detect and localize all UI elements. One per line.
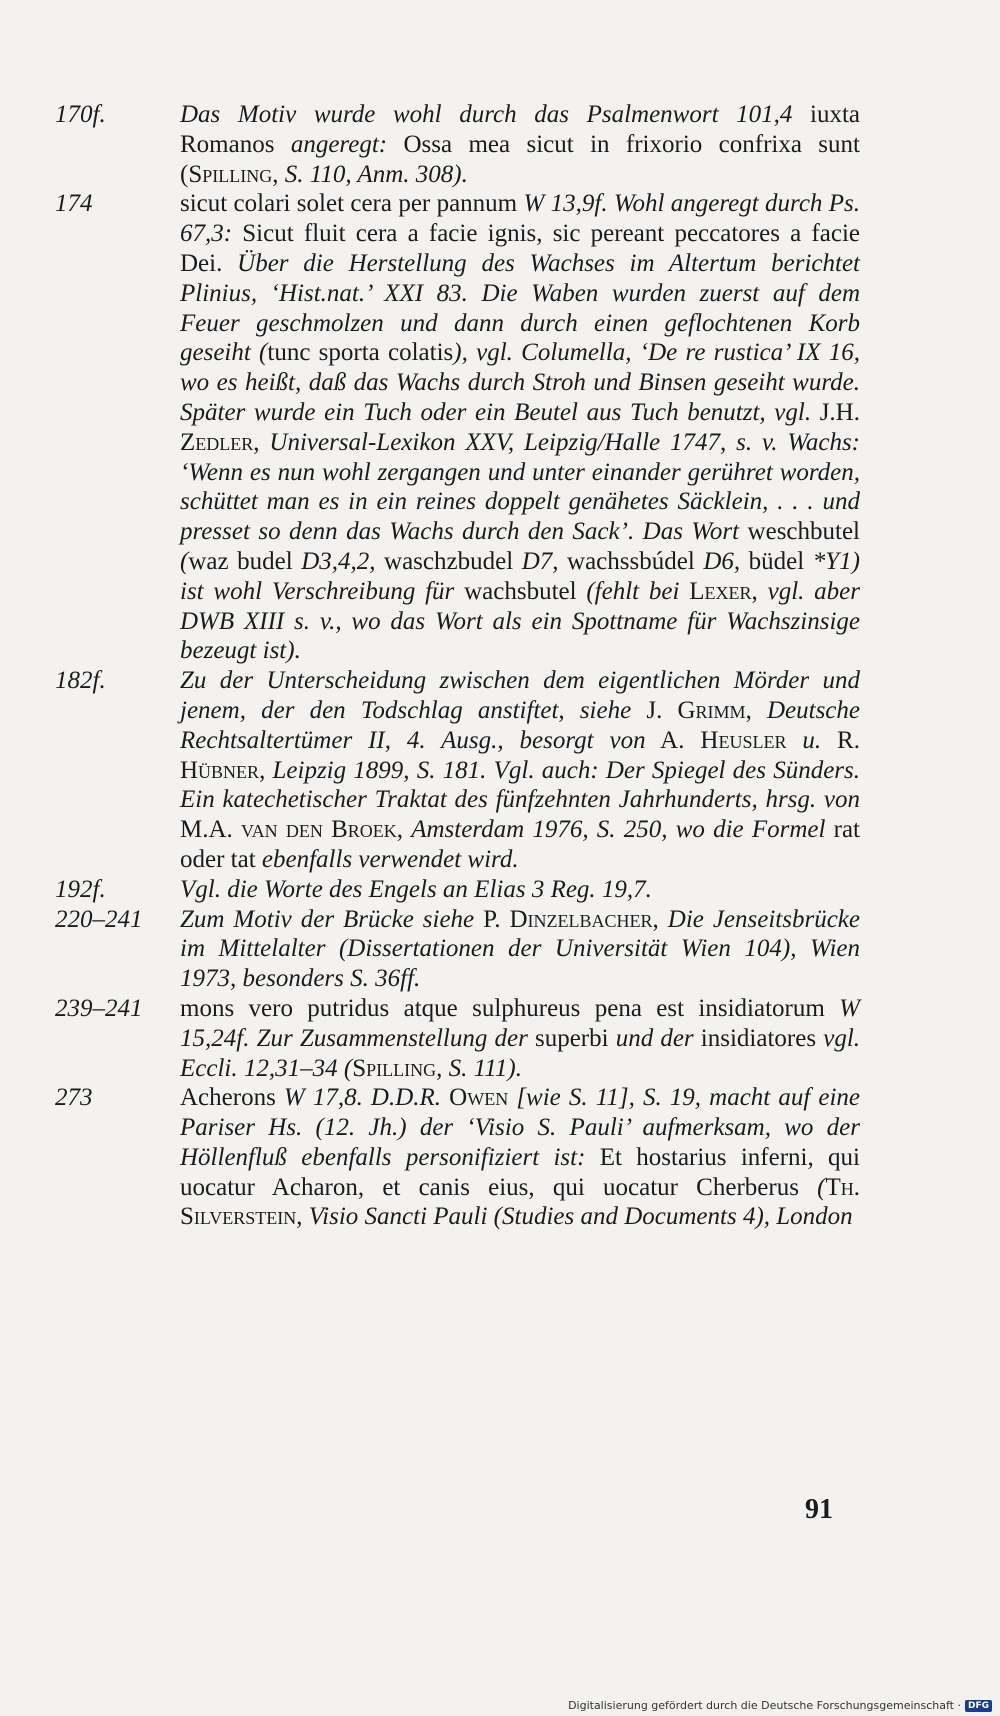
note-segment: ebenfalls verwendet wird. xyxy=(261,845,519,873)
note-segment: u. xyxy=(802,726,822,754)
note-segment: Et hostarius inferni, qui uocatur Acharon, et canis eius, qui uocatur Cherberus xyxy=(180,1143,860,1201)
author-name: van den Broek xyxy=(241,816,397,844)
dfg-logo: DFG xyxy=(965,1700,992,1712)
footer-text: Digitalisierung gefördert durch die Deutsche Forschungsgemeinschaft · xyxy=(568,1699,961,1712)
note-segment: ( xyxy=(817,1173,826,1201)
note-segment: vgl. Eccli. 12,31–34 ( xyxy=(180,1024,861,1082)
author-name: Th. Silverstein xyxy=(180,1173,860,1231)
note-entry xyxy=(55,994,860,1083)
line-reference: 220–241 xyxy=(55,905,143,933)
note-text xyxy=(180,905,860,994)
note-segment: ( xyxy=(180,547,189,575)
note-entry xyxy=(55,905,860,994)
note-segment: Amsterdam 1976, S. 250, wo die Formel xyxy=(411,816,826,844)
line-reference: 239–241 xyxy=(55,994,143,1022)
line-reference: 174 xyxy=(55,190,93,218)
note-text xyxy=(180,994,860,1083)
note-segment xyxy=(679,578,689,605)
author-name: Heusler xyxy=(700,726,787,754)
note-segment: J.H. xyxy=(811,398,860,426)
author-name: Spilling xyxy=(188,160,273,188)
note-segment: J. xyxy=(631,696,678,724)
note-segment: D7, xyxy=(521,547,559,575)
note-segment: ), vgl. Columella, ‘De re rustica’ IX 16, wo es heißt, daß das Wachs durch Stroh und Binsen geseiht wurde. Später wurde ein Tuch oder ein Beutel aus Tuch benutzt, vgl. xyxy=(180,339,860,426)
note-segment: Die Jenseitsbrücke im Mittelalter (Dissertationen der Universität Wien 104), Wien 1973, besonders S. 36ff. xyxy=(180,905,860,993)
note-text xyxy=(180,875,860,905)
note-segment: W 17,8. D.D.R. xyxy=(283,1084,442,1112)
note-segment: R. xyxy=(821,726,860,754)
note-segment: (fehlt bei xyxy=(586,577,680,605)
note-segment: Über die Herstellung des Wachses im Altertum berichtet Plinius, ‘Hist.nat.’ XXI 83. Die Waben wurden zuerst auf dem Feuer geschmolzen und dann durch einen geflochtenen Korb geseiht ( xyxy=(180,249,860,367)
note-segment: W 13,9f. Wohl angeregt durch Ps. 67,3: xyxy=(180,190,861,248)
note-entry xyxy=(55,100,860,189)
note-segment: büdel xyxy=(740,547,813,575)
note-segment: weschbutel xyxy=(739,518,861,546)
note-segment: angeregt: xyxy=(290,130,388,158)
commentary-notes xyxy=(55,100,860,1232)
note-segment: Das Motiv wurde wohl durch das Psalmenwort 101,4 xyxy=(180,101,793,128)
note-segment: *Y1) ist wohl Verschreibung für xyxy=(180,547,860,605)
note-segment: waz budel xyxy=(188,547,302,575)
digitization-footer xyxy=(568,1699,992,1712)
note-segment: und der xyxy=(615,1024,694,1052)
note-segment: Deutsche Rechtsaltertümer II, 4. Ausg., besorgt von xyxy=(180,696,860,754)
page-number: 91 xyxy=(805,1494,833,1525)
line-reference: 182f. xyxy=(55,667,106,695)
note-segment: Vgl. die Worte des Engels an Elias 3 Reg. 19,7. xyxy=(180,875,652,903)
note-segment: Ossa mea sicut in frixorio confrixa sunt ( xyxy=(180,130,860,188)
note-segment: D3,4,2, xyxy=(301,547,376,575)
author-name: Grimm xyxy=(677,696,746,724)
author-name: Spilling xyxy=(352,1054,437,1082)
note-segment: Acherons xyxy=(180,1084,284,1112)
note-segment: iuxta Romanos xyxy=(180,101,860,158)
line-reference: 192f. xyxy=(55,875,106,903)
note-segment xyxy=(786,727,802,754)
note-segment: W 15,24f. Zur Zusammenstellung der xyxy=(180,994,860,1052)
note-segment: wachssbúdel xyxy=(558,547,704,575)
author-name: Dinzelbacher xyxy=(509,905,653,933)
note-entry xyxy=(55,1083,860,1232)
author-name: Owen xyxy=(449,1084,509,1112)
note-segment: , xyxy=(396,816,412,844)
author-name: Hübner xyxy=(180,756,260,784)
note-segment: Zu der Unterscheidung zwischen dem eigentlichen Mörder und jenem, der den Todschlag anstiftet, siehe xyxy=(180,667,860,724)
note-segment: D6, xyxy=(703,547,741,575)
note-segment: , xyxy=(745,696,767,724)
note-segment: A. xyxy=(645,726,701,754)
note-text xyxy=(180,189,860,666)
note-entry xyxy=(55,189,860,666)
note-segment: , xyxy=(296,1203,309,1231)
note-segment: , xyxy=(253,428,270,456)
note-segment: Leipzig 1899, S. 181. Vgl. auch: Der Spiegel des Sünders. Ein katechetischer Traktat des fünfzehnten Jahrhunderts, hrsg. von xyxy=(180,756,860,814)
note-segment: , xyxy=(259,756,273,784)
note-segment: M.A. xyxy=(180,816,241,844)
note-segment: P. xyxy=(474,905,510,933)
author-name: Zedler xyxy=(180,428,254,456)
note-segment: S. 110, Anm. 308). xyxy=(284,160,468,188)
note-segment: waschzbudel xyxy=(375,547,522,575)
note-text xyxy=(180,100,860,189)
note-text xyxy=(180,666,860,875)
note-segment: Zum Motiv der Brücke siehe xyxy=(180,905,475,933)
note-segment: insidiatores xyxy=(693,1024,824,1052)
author-name: Lexer xyxy=(689,577,752,605)
line-reference: 170f. xyxy=(55,101,106,128)
note-segment: wachsbutel xyxy=(454,577,587,605)
note-segment: mons vero putridus atque sulphureus pena est insidiatorum xyxy=(180,994,840,1022)
note-segment: rat oder tat xyxy=(180,816,861,873)
note-segment: , xyxy=(751,577,768,605)
note-segment: Universal-Lexikon XXV, Leipzig/Halle 1747, s. v. Wachs: ‘Wenn es nun wohl zergangen und unter einander gerühret worden, schüttet man es in ein reines doppelt genähetes Säcklein, . . . und presset so denn das Wachs durch den Sack’. Das Wort xyxy=(180,428,860,546)
note-segment: , xyxy=(436,1054,449,1082)
note-entry xyxy=(55,875,860,905)
note-entry xyxy=(55,666,860,875)
note-segment: vgl. aber DWB XIII s. v., wo das Wort als ein Spottname für Wachszinsige bezeugt ist). xyxy=(180,577,861,665)
note-segment: Sicut fluit cera a facie ignis, sic pereant peccatores a facie Dei. xyxy=(180,220,860,277)
note-text xyxy=(180,1083,860,1232)
note-segment: [wie S. 11], S. 19, macht auf eine Pariser Hs. (12. Jh.) der ‘Visio S. Pauli’ aufmerksam, wo der Höllenfluß ebenfalls personifiziert ist: xyxy=(180,1084,861,1171)
note-segment: , xyxy=(272,160,285,188)
note-segment: Visio Sancti Pauli (Studies and Documents 4), London xyxy=(308,1203,853,1231)
note-segment: , xyxy=(652,905,668,933)
note-segment: S. 111). xyxy=(448,1054,522,1082)
note-segment: tunc sporta colatis xyxy=(267,339,454,367)
note-segment xyxy=(441,1084,449,1111)
note-segment: superbi xyxy=(527,1024,616,1052)
note-segment: sicut colari solet cera per pannum xyxy=(180,190,524,218)
line-reference: 273 xyxy=(55,1084,93,1112)
